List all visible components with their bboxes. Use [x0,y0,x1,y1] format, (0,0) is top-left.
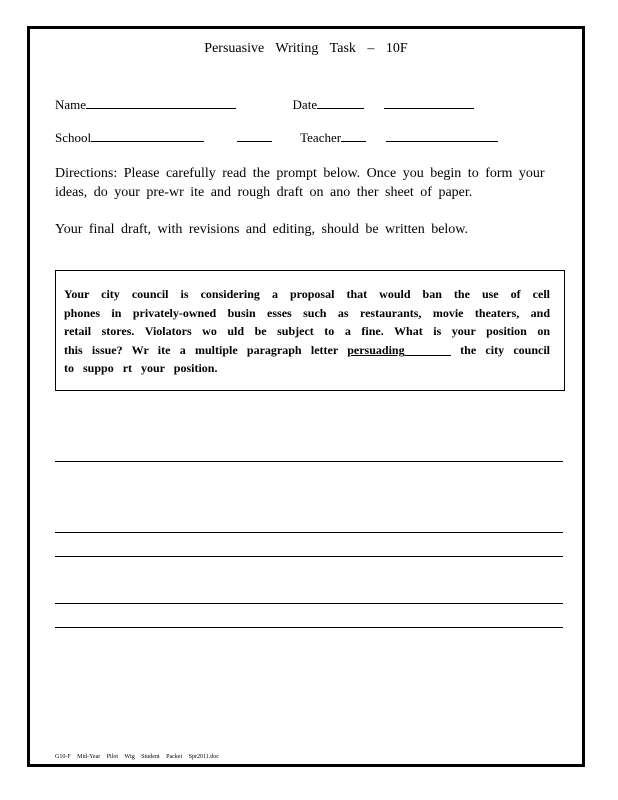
prompt-text [64,285,550,378]
school-teacher-row [55,130,498,146]
name-blank[interactable] [86,107,236,109]
writing-line-1[interactable] [55,461,563,462]
teacher-blank-1[interactable] [341,140,366,142]
prompt-text-part2: the city council to suppo rt your position. [64,342,551,375]
writing-line-4[interactable] [55,603,563,604]
school-blank-2[interactable] [237,140,272,142]
footer-text: G10-F Mid-Year Pilot Wtg Student Packet Spr2011.doc [55,754,219,760]
writing-line-2[interactable] [55,532,563,533]
date-blank-2[interactable] [384,107,474,109]
name-date-row [55,97,474,113]
writing-line-5[interactable] [55,627,563,628]
school-blank[interactable] [91,140,204,142]
worksheet-page [27,26,585,767]
school-label: School [55,130,92,145]
prompt-text-part1: Your city council is considering a proposal that would ban the use of cell phones in privately-owned busin esses such as restaurants, movie theaters, and retail stores. Violators wo uld be subject to a fine. What is your position on this issue? Wr ite a multiple paragraph letter [64,287,550,357]
name-label: Name [55,97,87,112]
prompt-box [55,270,565,391]
directions-text: Directions: Please carefully read the prompt below. Once you begin to form your ideas, do your pre-wr ite and rough draft on ano ther sheet of paper. [55,166,545,200]
date-blank-1[interactable] [317,107,364,109]
page-title: Persuasive Writing Task – 10F [204,41,408,56]
writing-line-3[interactable] [55,556,563,557]
prompt-underlined-word: persuading [347,342,405,357]
teacher-blank-2[interactable] [386,140,498,142]
final-draft-instructions: Your final draft, with revisions and editing, should be written below. [55,222,469,237]
date-label: Date [292,97,318,112]
teacher-label: Teacher [300,130,342,145]
